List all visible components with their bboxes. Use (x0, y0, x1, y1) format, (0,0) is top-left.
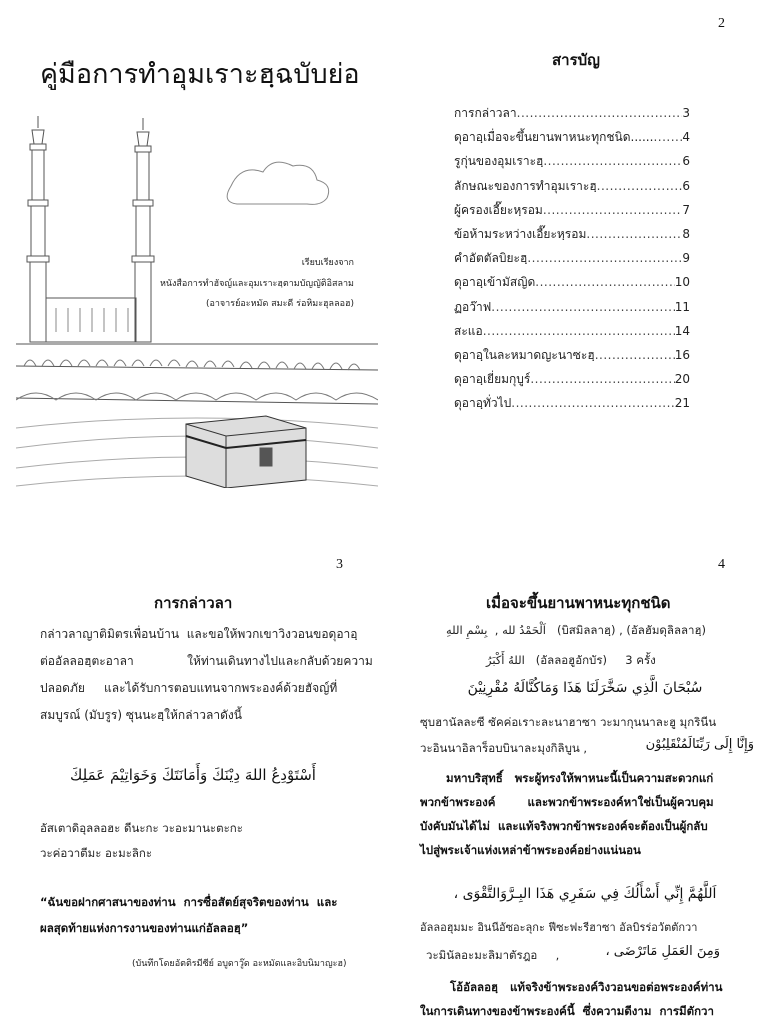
toc-entry-page: 14 (674, 323, 690, 338)
toc-entry-page: 7 (682, 202, 690, 217)
paragraph-line: กล่าวลาญาติมิตรเพื่อนบ้าน และขอให้พวกเขาวิงวอนขอดุอาอฺ (40, 627, 358, 641)
meaning-line: ไปสู่พระเจ้าแห่งเหล่าข้าพระองค์อย่างแน่นอน (420, 843, 641, 857)
toc-leader-dots (586, 227, 682, 241)
source-citation: (บันทึกโดยอัตติรมีซีย์ อบูดาวู๊ด อะหมัดและอิบนิมาญะฮ) (132, 959, 347, 969)
toc-leader-dots (530, 372, 674, 386)
paragraph-line: ปลอดภัย และได้รับการตอบแทนจากพระองค์ด้วยฮัจญ์ที่ (40, 681, 338, 695)
toc-leader-dots (535, 275, 674, 289)
toc-entry (454, 273, 690, 297)
toc-entry (454, 201, 690, 225)
toc-entry-page: 9 (682, 251, 690, 266)
meaning-line: “ฉันขอฝากศาสนาของท่าน การซื่อสัตย์สุจริตของท่าน และ (40, 895, 338, 909)
meaning-line: โอ้อัลลอฮฺ แท้จริงข้าพระองค์วิงวอนขอต่อพระองค์ท่าน (450, 980, 723, 994)
meaning-line: บังคับมันได้ไม่ และแท้จริงพวกข้าพระองค์จะต้องเป็นผู้กลับ (420, 819, 708, 833)
toc-entry-page: 8 (682, 226, 690, 241)
toc-entry-label: คำอัตตัลบิยะฮฺ (454, 251, 528, 266)
credit-line: หนังสือการทำฮัจญ์และอุมเราะฮฺตามบัญญัติอิสลาม (159, 279, 354, 289)
toc-entry-page: 10 (674, 275, 690, 290)
takbir-line: اللهُ أَكْبَرُ (อัลลอฮูอักบัร) 3 ครั้ง (486, 653, 656, 667)
toc-entry-page: 3 (682, 106, 690, 120)
toc-entry-page: 21 (674, 396, 690, 411)
arabic-supplication: أَسْتَوْدِعُ اللهَ دِيْنَكَ وَأَمَانَتَكَ وَخَوَاتِيْمَ عَمَلِكَ (70, 766, 316, 784)
toc-leader-dots (527, 251, 682, 265)
toc-leader-dots (543, 154, 682, 168)
toc-entry (454, 394, 690, 418)
toc-entry-label: ดุอาอฺทั่วไป (454, 396, 512, 411)
toc-entry-label: ฏอว๊าฟ (454, 299, 492, 314)
toc-entry-page: 20 (674, 372, 690, 387)
toc-entry (454, 298, 690, 322)
toc-entry-label: ลักษณะของการทำอุมเราะฮฺ (454, 178, 597, 193)
page-number: 2 (718, 16, 725, 31)
toc-entry-label: ดุอาอฺเยี่ยมกุบูร์ (454, 372, 531, 387)
page-number: 3 (336, 557, 343, 572)
arabic-supplication: وَإِنَّا إِلَى رَبِّنَالَمُنْقَلِبُوْن (645, 737, 754, 752)
paragraph-line: ต่ออัลลอฮฺตะอาลา ให้ท่านเดินทางไปและกลับด้วยความ (40, 654, 373, 668)
toc-leader-dots (653, 130, 682, 144)
cover-title: คู่มือการทำอุมเราะฮฺฉบับย่อ (40, 59, 360, 90)
toc-entry (454, 346, 690, 370)
transliteration: อัลลอฮุมมะ อินนีอัซอะลุกะ ฟีซะฟะรีฮาซา อัลบิรร่อวัตตักวา (420, 921, 698, 934)
transliteration: วะอินนาอิลาร็อบบินาละมุงกิลิบูน , (420, 741, 588, 755)
toc-leader-dots (543, 203, 683, 217)
toc-entry-label: สะแอ (454, 323, 483, 338)
toc-leader-dots (595, 348, 675, 362)
toc-leader-dots (511, 396, 674, 410)
page-number: 4 (718, 557, 725, 572)
toc-entry (454, 322, 690, 346)
meaning-line: ในการเดินทางของข้าพระองค์นี้ ซึ่งความดีงาม การมีตักวา (420, 1004, 714, 1018)
toc-entry (454, 249, 690, 273)
paragraph-line: สมบูรณ์ (มับรูร) ซุนนะฮฺให้กล่าวลาดังนี้ (40, 708, 242, 722)
credit-line: เรียบเรียงจาก (301, 258, 354, 268)
transliteration: ซุบฮานัลละซี ซัคค่อเราะละนาฮาซา วะมากุนนาละฮู มุกรินีน (420, 715, 717, 729)
toc-entry-page: 4 (682, 130, 690, 145)
toc-entry-label: รูกุ่นของอุมเราะฮฺ (454, 154, 544, 169)
toc-entry (454, 128, 690, 152)
toc-entry (454, 370, 690, 394)
toc-leader-dots (597, 179, 683, 193)
credit-line: (อาจารย์อะหมัด สมะดี ร่อหิมะฮุลลอฮ) (205, 299, 354, 309)
toc-leader-dots (491, 300, 674, 314)
basmala-line: اَلْحَمْدُ لله , بِسْمِ اللهِ (บิสมิลลาฮฺ) , (อัลฮัมดุลิลลาฮฺ) (446, 623, 707, 637)
toc-entry-label: ข้อห้ามระหว่างเอี๊ยะหฺรอม (454, 226, 587, 241)
toc-entry-page: 6 (682, 178, 690, 193)
toc-title: สารบัญ (552, 51, 600, 69)
toc-entry-label: การกล่าวลา (454, 106, 517, 120)
toc-leader-dots (517, 106, 683, 120)
transliteration: วะค่อวาตีมะ อะมะลิกะ (40, 846, 153, 860)
toc-leader-dots (483, 324, 675, 338)
transliteration: วะมินัลอะมะลิมาตัรฎอ , (426, 948, 560, 962)
meaning-line: มหาบริสุทธิ์ พระผู้ทรงให้พาหนะนี้เป็นความสะดวกแก่ (446, 771, 714, 785)
toc-entry-page: 16 (674, 347, 690, 362)
toc-entry-page: 6 (682, 154, 690, 169)
toc-entry (454, 152, 690, 176)
transliteration: อัสเตาดิอุลลอฮะ ดีนะกะ วะอะมานะตะกะ (40, 821, 243, 835)
arabic-supplication: وَمِنَ العَمَلِ مَاتَرْضَى ، (605, 944, 720, 959)
arabic-supplication: اَللَّهُمَّ إِنِّي أَسْأَلُكَ فِي سَفَرِي هَذَا البِـرَّوَالتَّقْوَى ، (453, 886, 717, 902)
arabic-supplication: سُبْحَانَ الَّذِي سَخَّرَلَنَا هَذَا وَمَاكُنَّالَهُ مُقْرِنِيْنَ (467, 680, 703, 696)
toc-entry-page: 11 (674, 299, 690, 314)
table-of-contents (454, 104, 690, 418)
meaning-line: ผลสุดท้ายแห่งการงานของท่านแก่อัลลอฮฺ” (40, 921, 249, 935)
meaning-line: พวกข้าพระองค์ และพวกข้าพระองค์หาใช่เป็นผู้ควบคุม (420, 795, 714, 809)
toc-entry-label: ผู้ครองเอี๊ยะหฺรอม (454, 202, 543, 217)
toc-entry (454, 177, 690, 201)
toc-entry-label: ดุอาอฺเข้ามัสญิด (454, 275, 536, 290)
toc-entry-label: ดุอาอฺในละหมาดญะนาซะฮฺ (454, 347, 595, 362)
toc-entry-label: ดุอาอฺเมื่อจะขึ้นยานพาหนะทุกชนิด...... (454, 130, 654, 145)
section-title: การกล่าวลา (154, 594, 233, 612)
section-title: เมื่อจะขึ้นยานพาหนะทุกชนิด (486, 594, 671, 612)
toc-entry (454, 104, 690, 128)
toc-entry (454, 225, 690, 249)
